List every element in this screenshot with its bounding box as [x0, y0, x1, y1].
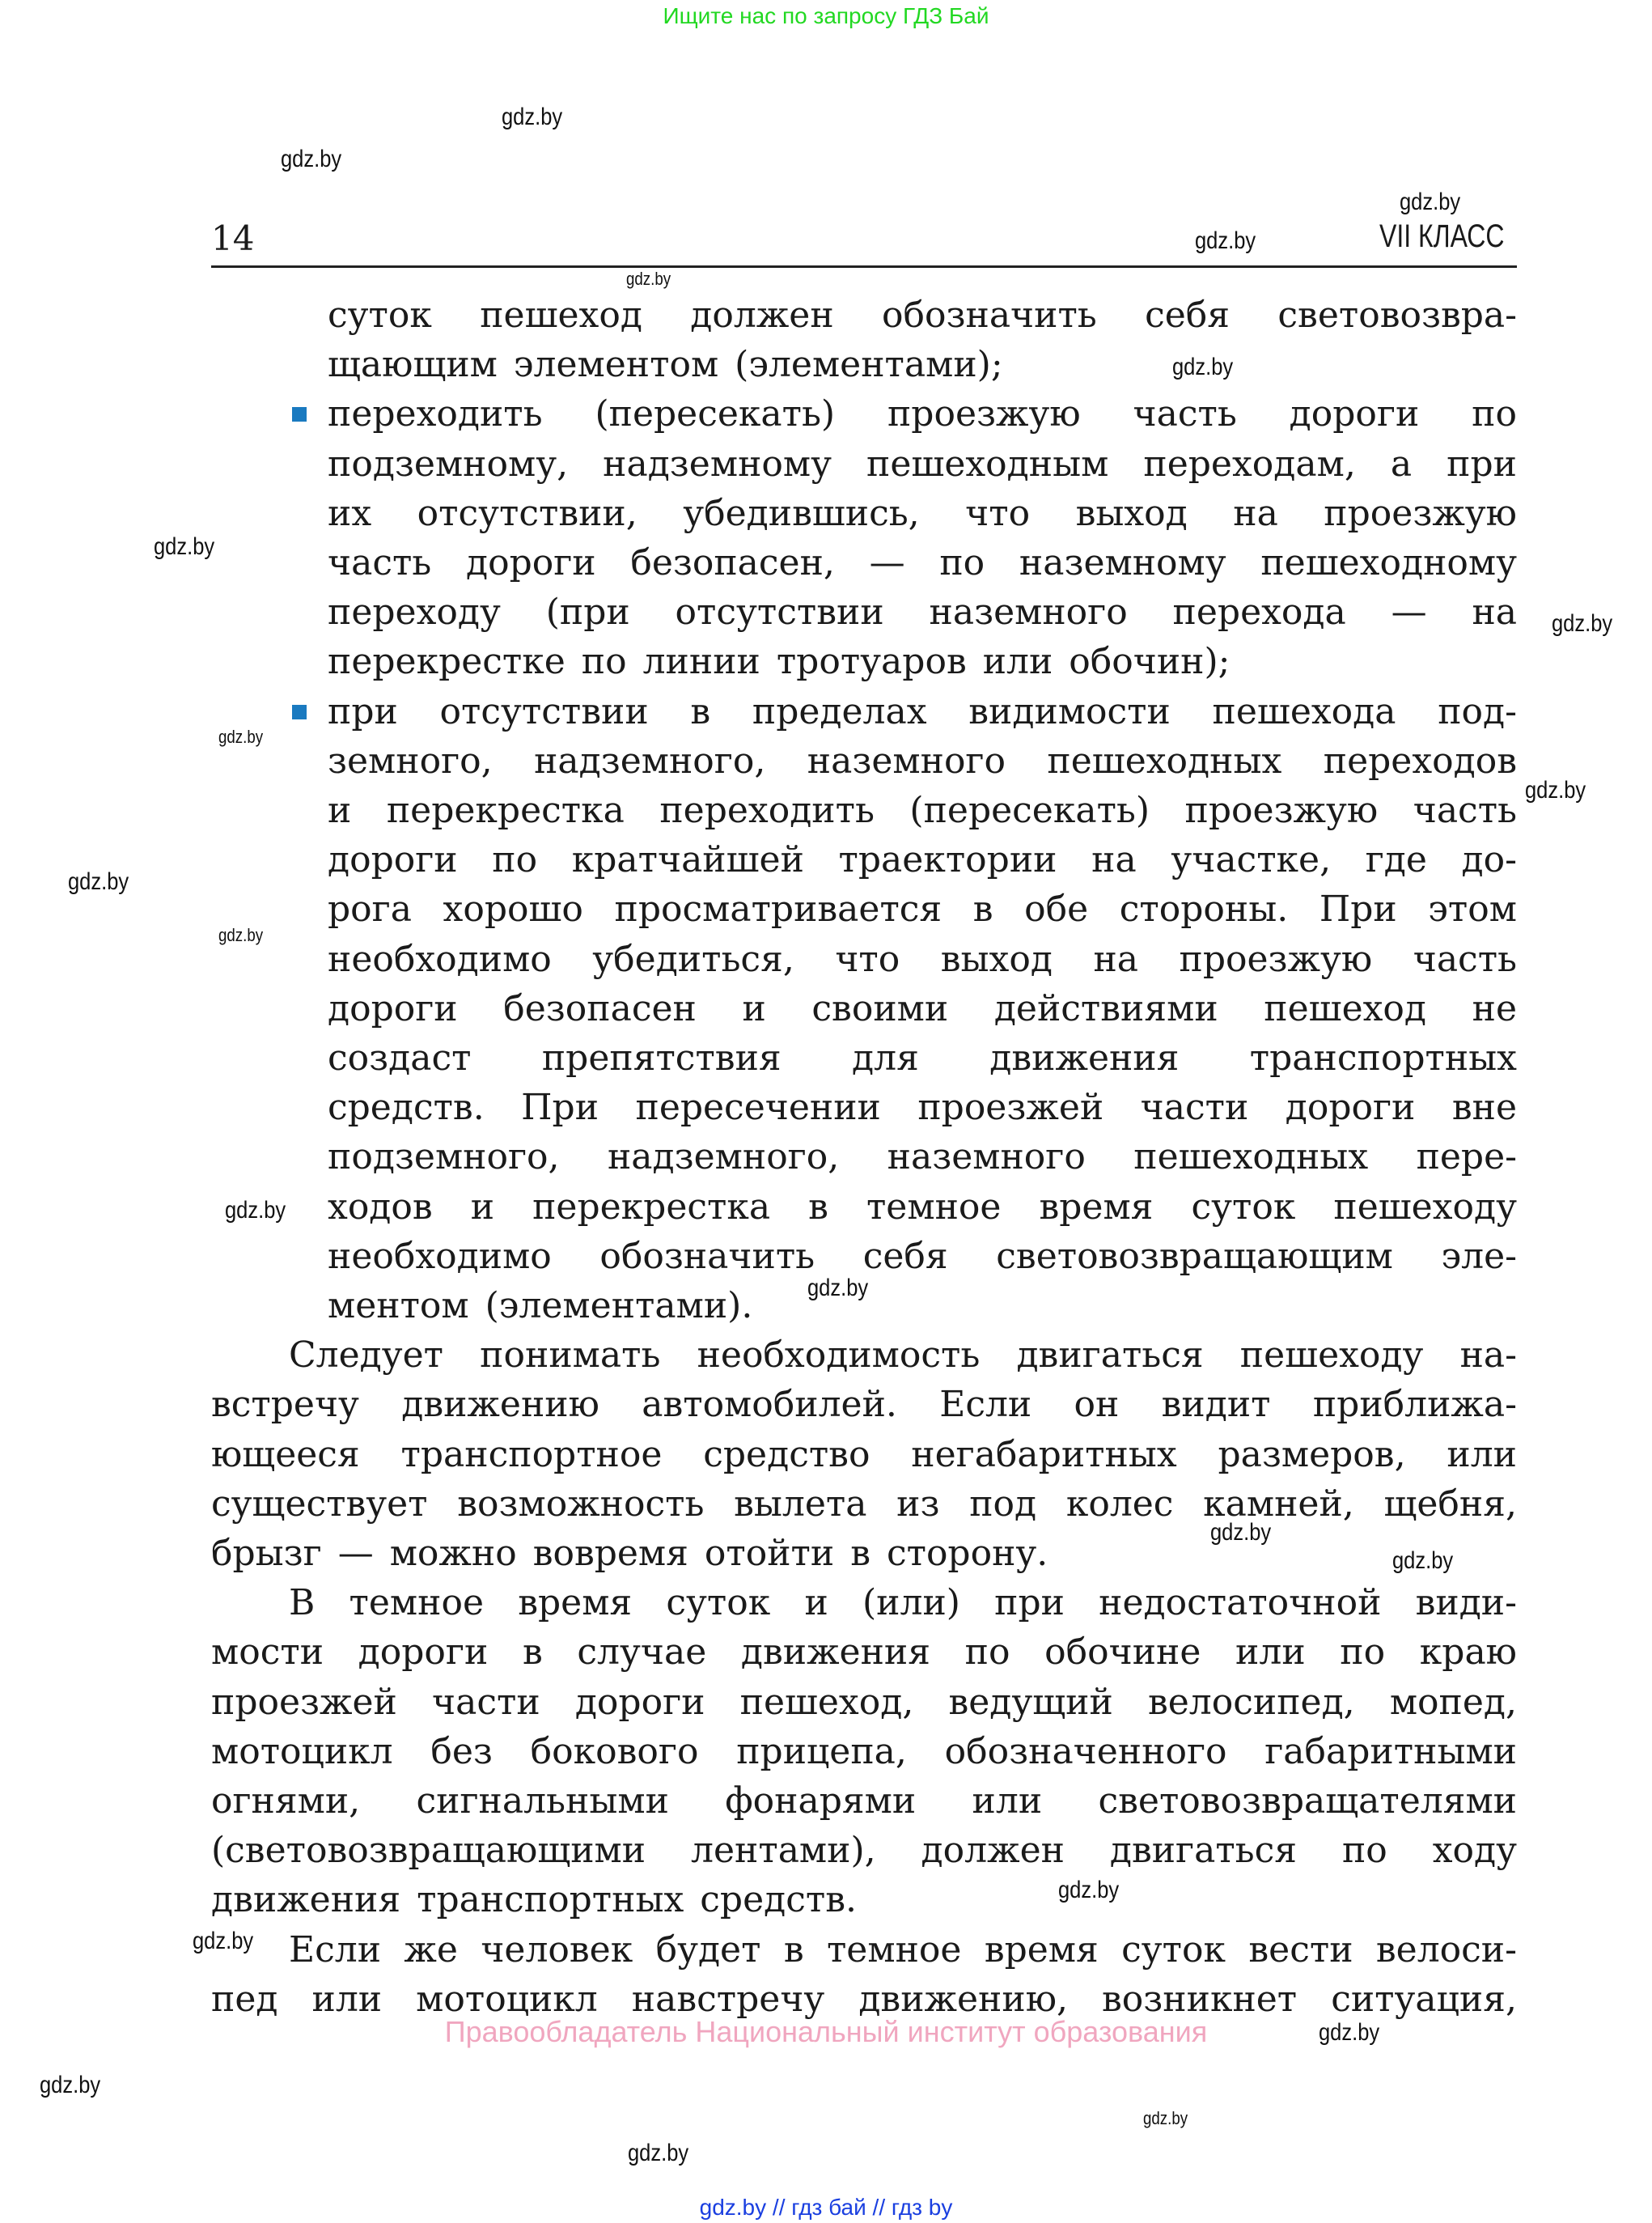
watermark: gdz.by [281, 146, 342, 172]
watermark: gdz.by [1525, 777, 1586, 804]
text-line: Следует понимать необходимость двигаться пешеходу на- [289, 1334, 1517, 1377]
watermark: gdz.by [628, 2140, 689, 2166]
text-line: при отсутствии в пределах видимости пешехода под- [328, 690, 1517, 732]
text-line: брызг — можно вовремя отойти в сторону. [211, 1533, 1048, 1574]
text-line: существует возможность вылета из под колес камней, щебня, [211, 1483, 1517, 1525]
text-line: создаст препятствия для движения транспортных [328, 1037, 1517, 1079]
text-line: рога хорошо просматривается в обе стороны. При этом [328, 889, 1517, 931]
text-line: часть дороги безопасен, — по наземному пешеходному [328, 542, 1517, 583]
text-line: необходимо убедиться, что выход на проезжую часть [328, 938, 1517, 980]
text-line: подземному, надземному пешеходным переходам, а при [328, 443, 1517, 485]
text-line: суток пешеход должен обозначить себя световозвра- [328, 295, 1517, 336]
watermark: gdz.by [218, 925, 264, 945]
watermark: gdz.by [1400, 189, 1461, 215]
watermark: gdz.by [1195, 227, 1256, 254]
watermark: gdz.by [1319, 2019, 1380, 2046]
text-line: щающим элементом (элементами); [328, 344, 1003, 386]
header-rule [211, 265, 1517, 268]
text-line: дороги по кратчайшей траектории на участке, где до- [328, 839, 1517, 881]
text-line: земного, надземного, наземного пешеходных переходов [328, 740, 1517, 782]
text-line: ющееся транспортное средство негабаритных размеров, или [211, 1433, 1517, 1475]
search-hint-banner: Ищите нас по запросу ГДЗ Бай [663, 3, 989, 28]
text-line: мотоцикл без бокового прицепа, обозначенного габаритными [211, 1730, 1517, 1772]
watermark: gdz.by [626, 269, 671, 289]
text-line: ментом (элементами). [328, 1285, 753, 1326]
watermark: gdz.by [1058, 1877, 1120, 1903]
page-number: 14 [211, 218, 255, 258]
text-line: движения транспортных средств. [211, 1879, 857, 1921]
watermark: gdz.by [1172, 354, 1234, 380]
bullet-icon [292, 705, 307, 719]
text-line: Если же человек будет в темное время суток вести велоси- [289, 1928, 1517, 1971]
bottom-links[interactable]: gdz.by // гдз бай // гдз by [699, 2195, 953, 2220]
watermark: gdz.by [154, 533, 215, 560]
text-line: ходов и перекрестка в темное время суток пешеходу [328, 1186, 1517, 1228]
text-line: подземного, надземного, наземного пешеходных пере- [328, 1136, 1517, 1178]
text-line: необходимо обозначить себя световозвращающим эле- [328, 1235, 1517, 1277]
text-line: мости дороги в случае движения по обочине или по краю [211, 1631, 1517, 1674]
copyright-notice: Правообладатель Национальный институт образования [444, 2015, 1208, 2048]
text-line: переходу (при отсутствии наземного перехода — на [328, 592, 1517, 634]
text-line: встречу движению автомобилей. Если он видит приближа- [211, 1384, 1517, 1426]
text-line: В темное время суток и (или) при недостаточной види- [289, 1582, 1517, 1624]
watermark: gdz.by [1143, 2108, 1188, 2128]
watermark: gdz.by [193, 1928, 254, 1954]
text-line: дороги безопасен и своими действиями пешеход не [328, 987, 1517, 1029]
bullet-icon [292, 407, 307, 422]
text-line: переходить (пересекать) проезжую часть дороги по [328, 393, 1517, 435]
watermark: gdz.by [807, 1275, 869, 1301]
text-line: пед или мотоцикл навстречу движению, возникнет ситуация, [211, 1978, 1517, 2020]
text-line: огнями, сигнальными фонарями или световозвращателями [211, 1780, 1517, 1822]
running-header-class: VII КЛАСС [1379, 218, 1505, 254]
text-line: проезжей части дороги пешеход, ведущий велосипед, мопед, [211, 1681, 1517, 1723]
text-line: перекрестке по линии тротуаров или обочин); [328, 641, 1231, 683]
watermark: gdz.by [1210, 1519, 1272, 1546]
text-line: их отсутствии, убедившись, что выход на проезжую [328, 492, 1517, 534]
watermark: gdz.by [502, 104, 563, 130]
text-line: и перекрестка переходить (пересекать) проезжую часть [328, 790, 1517, 831]
text-line: средств. При пересечении проезжей части дороги вне [328, 1087, 1517, 1129]
watermark: gdz.by [218, 727, 264, 747]
watermark: gdz.by [68, 868, 129, 895]
watermark: gdz.by [1392, 1547, 1454, 1574]
watermark: gdz.by [225, 1197, 286, 1224]
watermark: gdz.by [1552, 610, 1613, 637]
watermark: gdz.by [40, 2072, 101, 2098]
text-line: (световозвращающими лентами), должен двигаться по ходу [211, 1830, 1517, 1872]
